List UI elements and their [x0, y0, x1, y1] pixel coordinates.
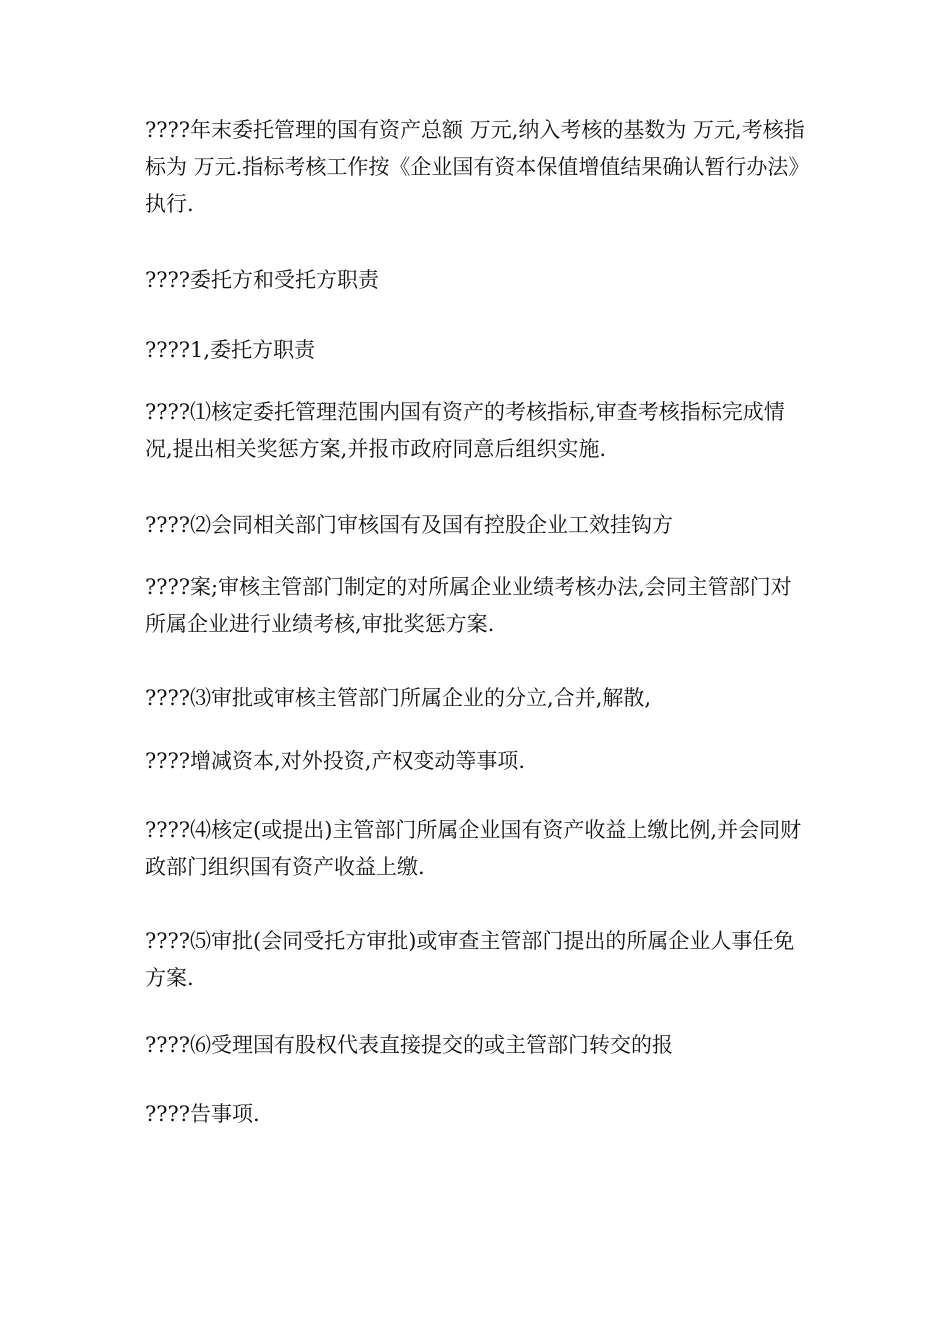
paragraph-duty-2: ????⑵会同相关部门审核国有及国有控股企业工效挂钩方: [145, 513, 674, 537]
heading-duties: ????委托方和受托方职责: [145, 268, 380, 292]
paragraph-duty-5: ????⑸审批(会同受托方审批)或审查主管部门提出的所属企业人事任免方案.: [145, 929, 795, 990]
paragraph-duty-3: ????⑶审批或审核主管部门所属企业的分立,合并,解散,: [145, 686, 652, 710]
paragraph-asset-assessment: ????年末委托管理的国有资产总额 万元,纳入考核的基数为 万元,考核指标为 万元.指标考核工作按《企业国有资本保值增值结果确认暂行办法》执行.: [145, 118, 805, 216]
subheading-principal-duties: ????1,委托方职责: [145, 338, 316, 362]
paragraph-duty-2-continued: ????案;审核主管部门制定的对所属企业业绩考核办法,会同主管部门对所属企业进行业绩考核,审批奖惩方案.: [145, 575, 792, 636]
paragraph-duty-6: ????⑹受理国有股权代表直接提交的或主管部门转交的报: [145, 1033, 674, 1057]
paragraph-duty-6-continued: ????告事项.: [145, 1102, 260, 1126]
paragraph-duty-3-continued: ????增减资本,对外投资,产权变动等事项.: [145, 749, 526, 773]
paragraph-duty-1: ????⑴核定委托管理范围内国有资产的考核指标,审查考核指标完成情况,提出相关奖惩方案,并报市政府同意后组织实施.: [145, 400, 785, 461]
paragraph-duty-4: ????⑷核定(或提出)主管部门所属企业国有资产收益上缴比例,并会同财政部门组织国有资产收益上缴.: [145, 818, 802, 879]
